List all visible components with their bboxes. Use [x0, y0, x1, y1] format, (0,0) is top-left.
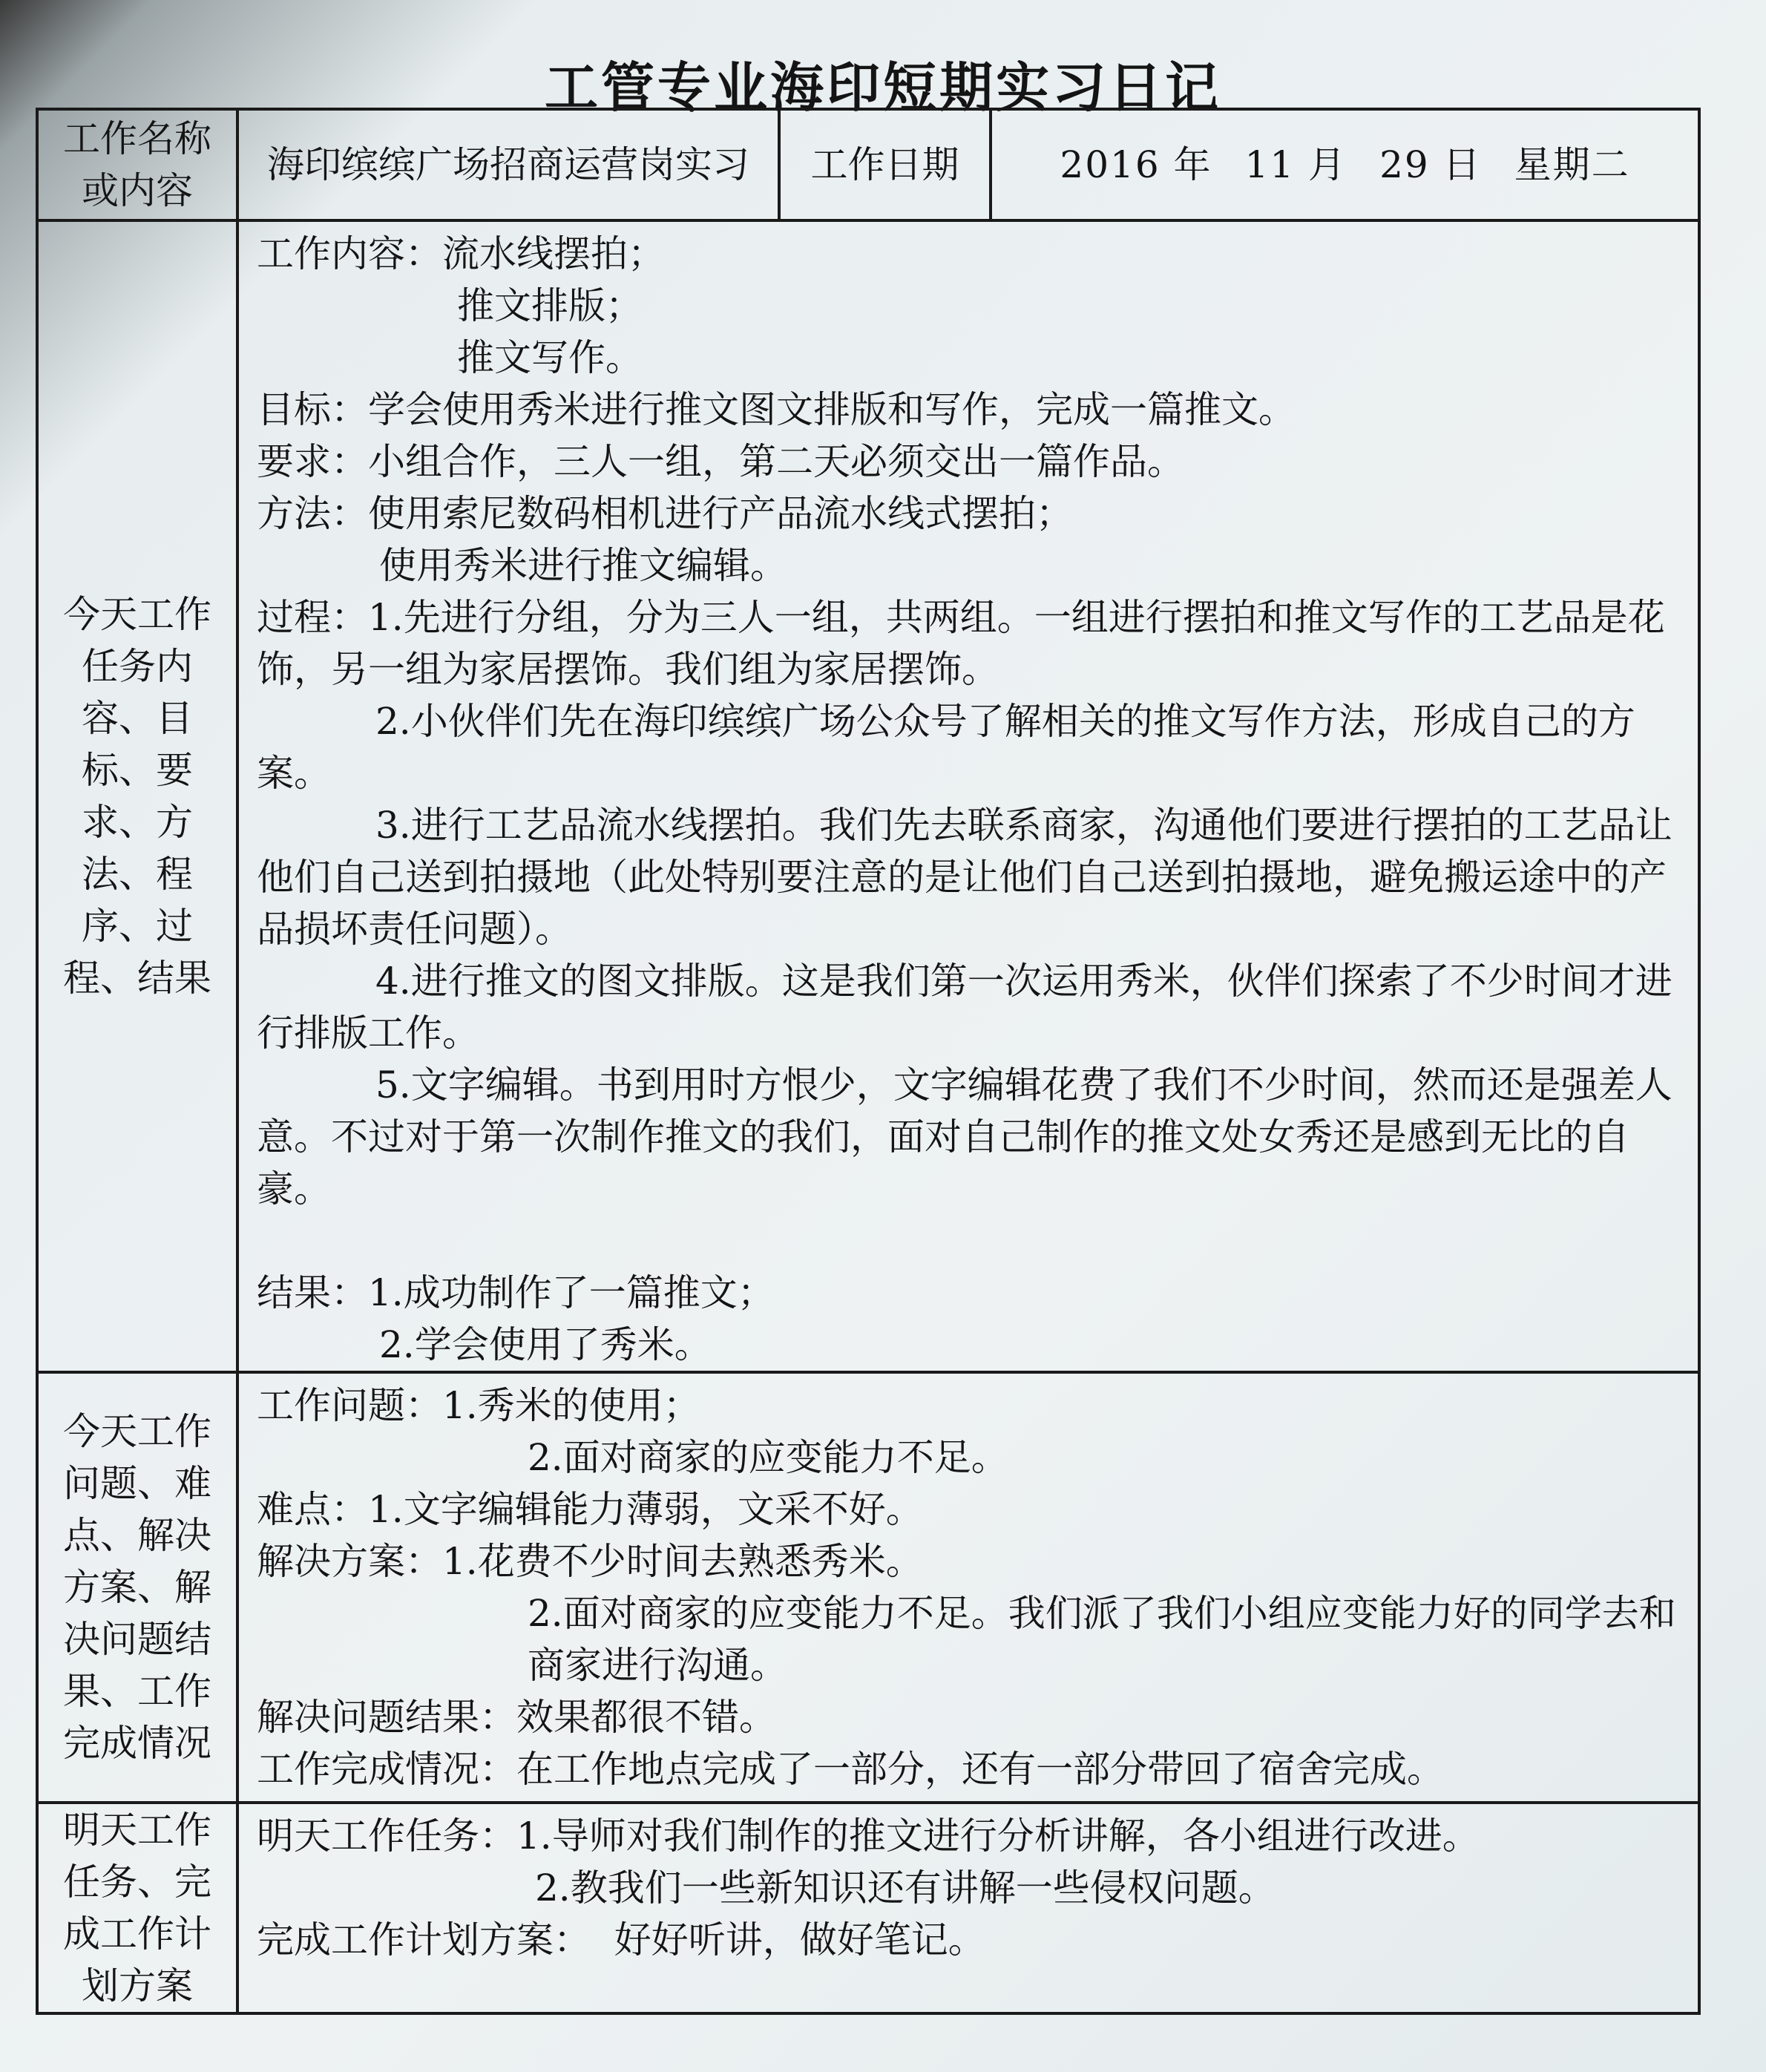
date-weekday: 星期二 [1514, 143, 1630, 186]
tomorrow-content [237, 1803, 1699, 2013]
process-1: 过程：1.先进行分组，分为三人一组，共两组。一组进行摆拍和推文写作的工艺品是花饰，另一组为家居摆饰。我们组为家居摆饰。 [257, 596, 1665, 691]
header-row [37, 109, 1699, 220]
problem-line-1: 工作问题：1.秀米的使用； [257, 1384, 700, 1427]
difficulty-text: 难点：1.文字编辑能力薄弱，文采不好。 [257, 1488, 923, 1531]
content-line-3: 推文写作。 [457, 336, 643, 379]
diary-table [36, 108, 1701, 2015]
content-line-2: 推文排版； [457, 284, 643, 327]
date-year: 2016 年 [1060, 143, 1212, 186]
requirement-text: 要求：小组合作，三人一组，第二天必须交出一篇作品。 [257, 440, 1184, 483]
tomorrow-row [37, 1803, 1699, 2013]
goal-text: 目标：学会使用秀米进行推文图文排版和写作，完成一篇推文。 [257, 388, 1296, 431]
solution-line-1: 解决方案：1.花费不少时间去熟悉秀米。 [257, 1540, 923, 1583]
problem-line-2: 2.面对商家的应变能力不足。 [528, 1436, 1008, 1479]
work-date-label: 工作日期 [779, 109, 991, 220]
process-4: 4.进行推文的图文排版。这是我们第一次运用秀米，伙伴们探索了不少时间才进行排版工作。 [257, 960, 1673, 1055]
date-month: 11 月 [1244, 143, 1348, 186]
problems-label: 今天工作问题、难点、解决方案、解决问题结果、工作完成情况 [37, 1372, 237, 1803]
process-3: 3.进行工艺品流水线摆拍。我们先去联系商家，沟通他们要进行摆拍的工艺品让他们自己送到拍摄地（此处特别要注意的是让他们自己送到拍摄地，避免搬运途中的产品损坏责任问题）。 [257, 804, 1673, 951]
result-line-2: 2.学会使用了秀米。 [379, 1323, 712, 1366]
content-line-1: 工作内容：流水线摆拍； [257, 232, 665, 275]
method-line-1: 方法：使用索尼数码相机进行产品流水线式摆拍； [257, 492, 1073, 535]
method-line-2: 使用秀米进行推文编辑。 [379, 544, 787, 587]
today-label: 今天工作任务内容、目标、要求、方法、程序、过程、结果 [37, 220, 237, 1372]
result-line-1: 结果：1.成功制作了一篇推文； [257, 1271, 775, 1314]
work-date-value [991, 109, 1699, 220]
task-line-2: 2.教我们一些新知识还有讲解一些侵权问题。 [535, 1866, 1276, 1909]
completion-text: 工作完成情况：在工作地点完成了一部分，还有一部分带回了宿舍完成。 [257, 1748, 1444, 1791]
plan-text: 完成工作计划方案： 好好听讲，做好笔记。 [257, 1918, 985, 1961]
problems-content [237, 1372, 1699, 1803]
spacer [257, 1215, 1680, 1267]
page-title: 工管专业海印短期实习日记 [544, 56, 1221, 119]
solution-line-2 [257, 1587, 1680, 1691]
today-content [237, 220, 1699, 1372]
today-row [37, 220, 1699, 1372]
tomorrow-label: 明天工作任务、完成工作计划方案 [37, 1803, 237, 2013]
process-5: 5.文字编辑。书到用时方恨少，文字编辑花费了我们不少时间，然而还是强差人意。不过对于第一次制作推文的我们，面对自己制作的推文处女秀还是感到无比的自豪。 [257, 1063, 1673, 1210]
work-name-value: 海印缤缤广场招商运营岗实习 [237, 109, 779, 220]
solution-result-text: 解决问题结果：效果都很不错。 [257, 1696, 776, 1739]
solution-line-2-text: 2.面对商家的应变能力不足。我们派了我们小组应变能力好的同学去和商家进行沟通。 [528, 1592, 1676, 1687]
task-line-1: 明天工作任务：1.导师对我们制作的推文进行分析讲解，各小组进行改进。 [257, 1814, 1480, 1858]
process-2: 2.小伙伴们先在海印缤缤广场公众号了解相关的推文写作方法，形成自己的方案。 [257, 700, 1635, 795]
date-day: 29 日 [1379, 143, 1482, 186]
problems-row [37, 1372, 1699, 1803]
work-name-label: 工作名称或内容 [37, 109, 237, 220]
